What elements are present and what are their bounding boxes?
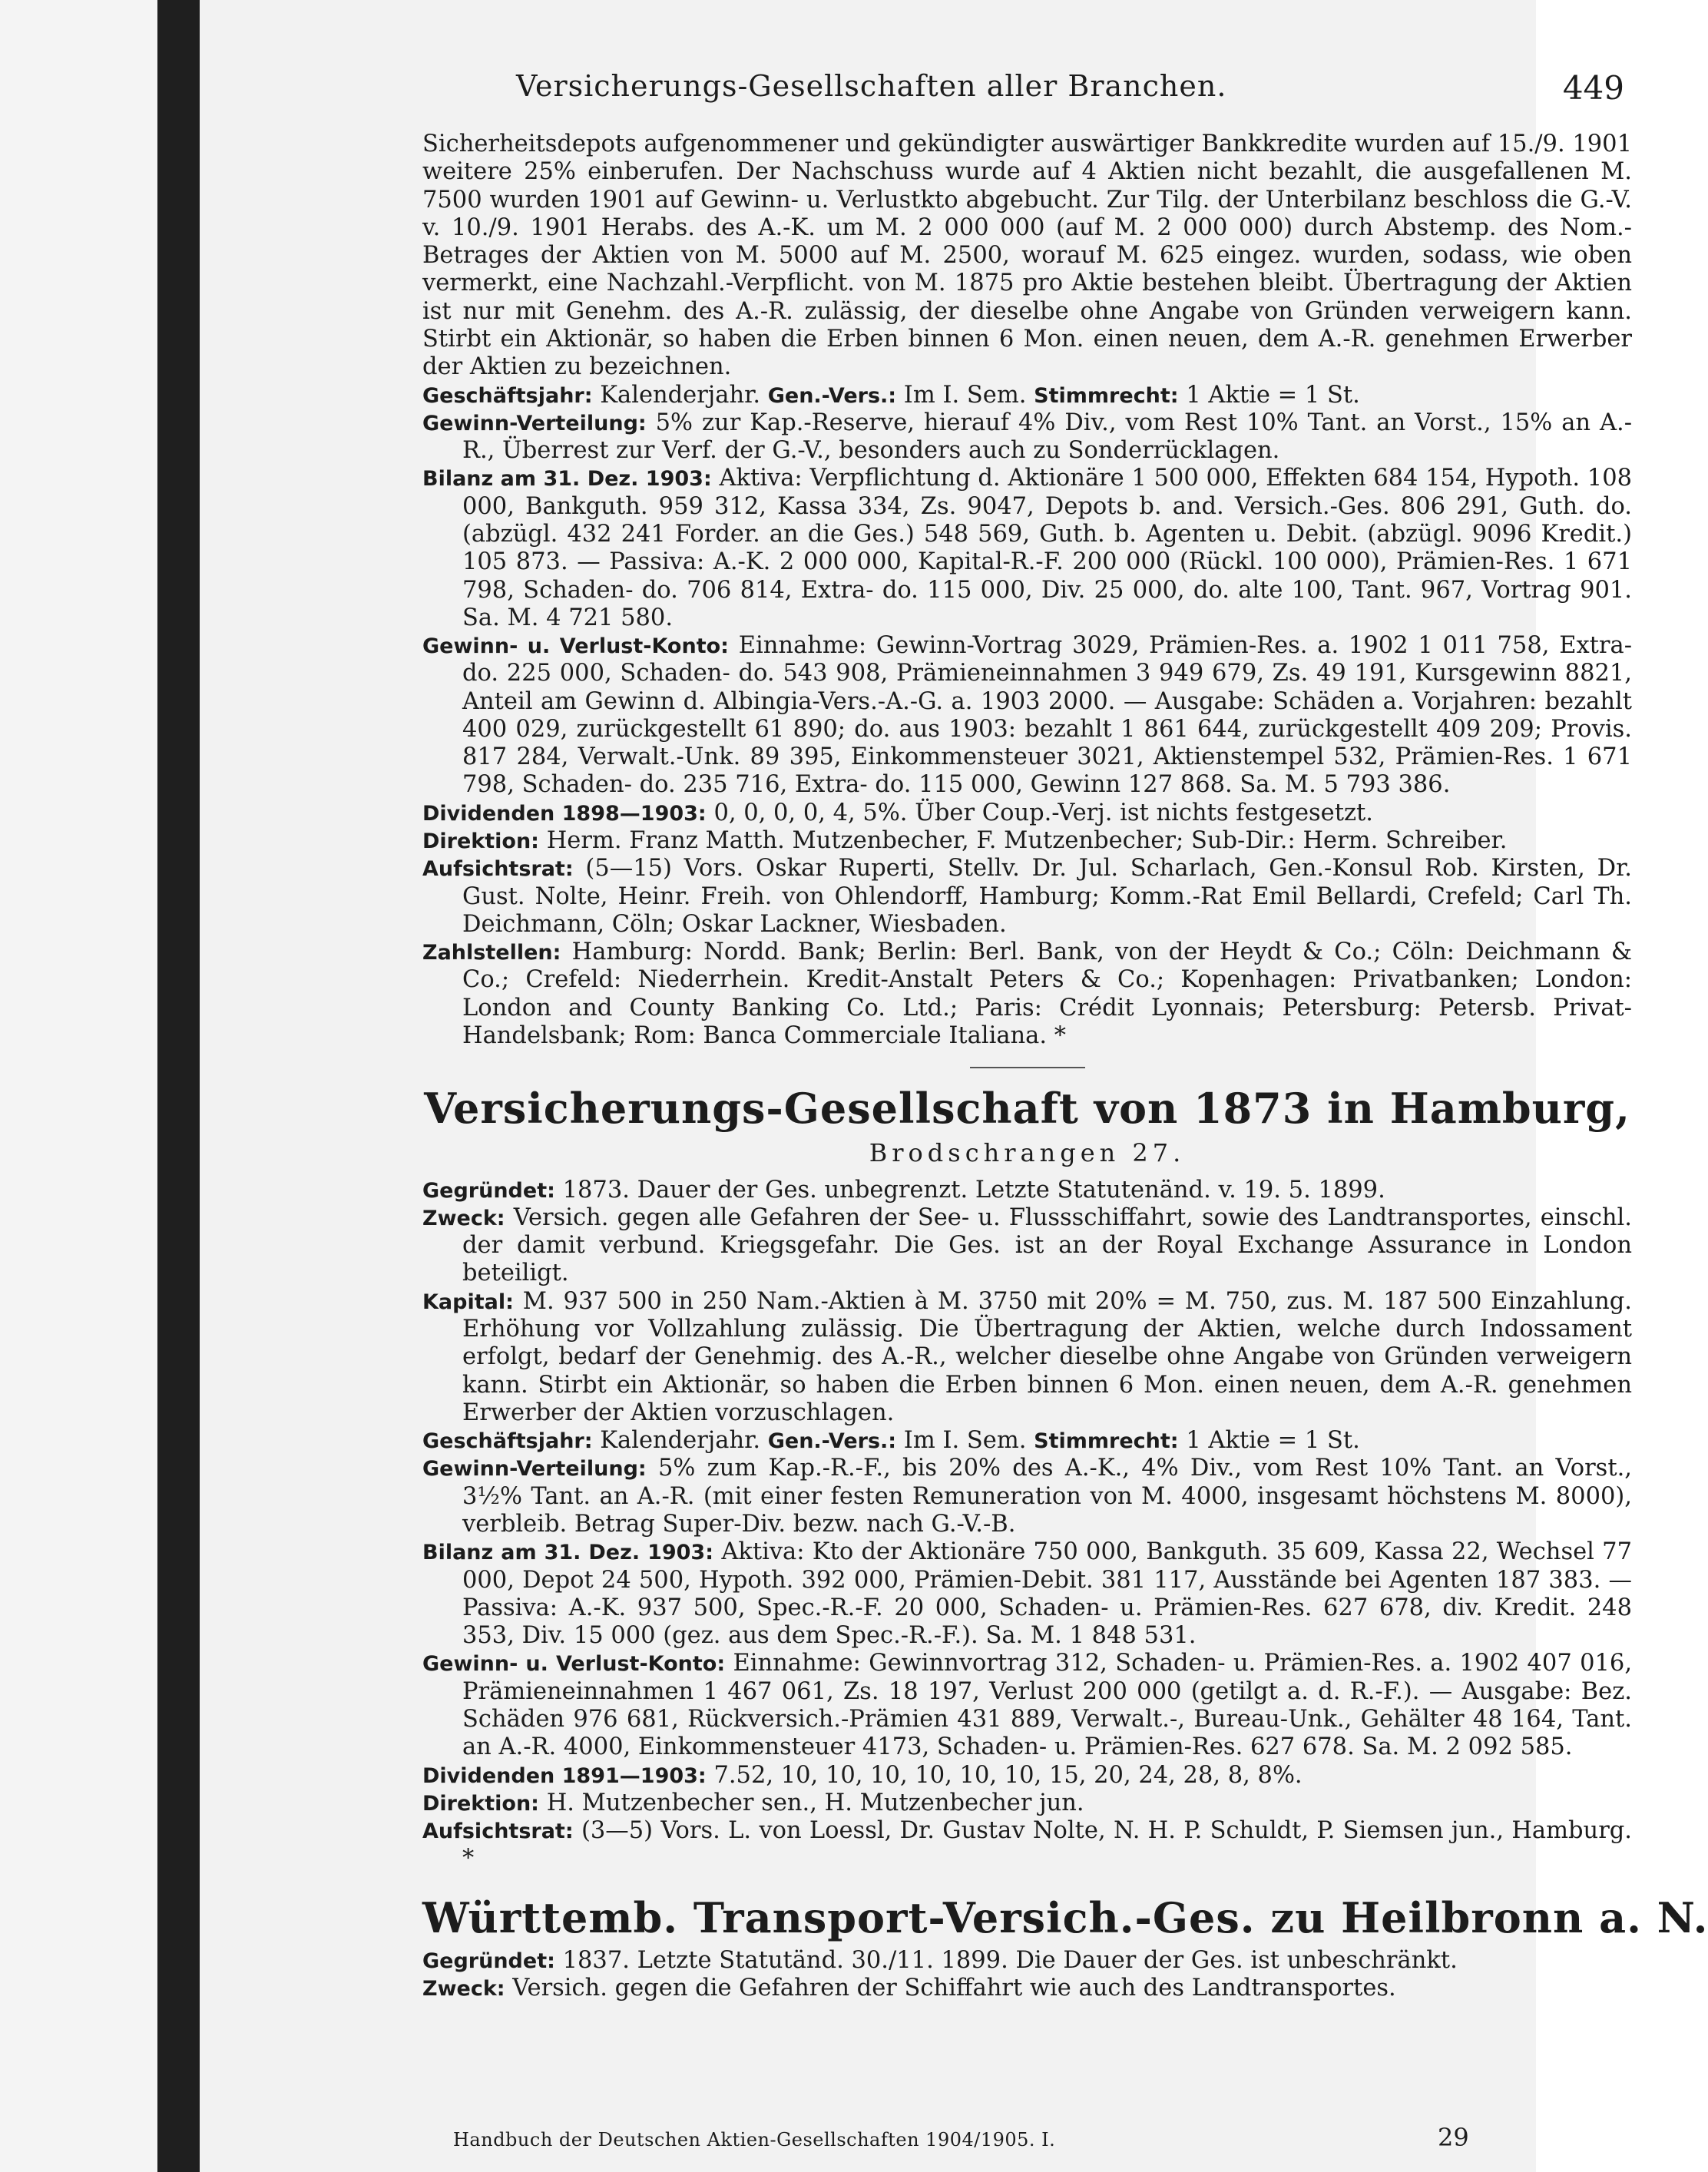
entry-value: 5% zum Kap.-R.-F., bis 20% des A.-K., 4% Div., vom Rest 10% Tant. an Vorst., 3½% Tant. an A.-R. (mit einer festen Remuneration von M. 4000, insgesamt höchstens M. 8000), verbleib. Betrag Super-Div. bezw. nach G.-V.-B.	[462, 1455, 1632, 1538]
entry-gegruendet	[422, 1177, 1632, 1204]
company-title: Versicherungs-Gesellschaft von 1873 in Hamburg,	[424, 1084, 1630, 1134]
entry-label: Zahlstellen:	[422, 941, 561, 965]
entry-label: Direktion:	[422, 1791, 539, 1816]
entry-label: Bilanz am 31. Dez. 1903:	[422, 1541, 714, 1565]
entry-dividenden	[422, 800, 1632, 827]
company-title: Württemb. Transport-Versich.-Ges. zu Heilbronn a. N.	[422, 1892, 1708, 1942]
entry-label: Dividenden 1898—1903:	[422, 801, 707, 826]
entry-label: Geschäftsjahr:	[422, 383, 593, 408]
entry-zahlstellen	[422, 939, 1632, 1050]
entry-zweck	[422, 1204, 1632, 1288]
entry-value: Versich. gegen alle Gefahren der See- u. Flussschiffahrt, sowie des Landtransportes, einschl. der damit verbund. Kriegsgefahr. Die Ges. ist an der Royal Exchange Assurance in London beteiligt.	[462, 1204, 1633, 1287]
entry-label: Kapital:	[422, 1290, 514, 1314]
entry-zweck	[422, 1975, 1632, 2002]
entry-gewinn-verlust	[422, 1650, 1632, 1761]
signature-mark: 29	[1438, 2123, 1469, 2152]
entry-value: 0, 0, 0, 0, 4, 5%. Über Coup.-Verj. ist nichts festgesetzt.	[713, 799, 1373, 826]
entry-label: Aufsichtsrat:	[422, 857, 574, 882]
entry-label: Gegründet:	[422, 1178, 555, 1203]
company-address: Brodschrangen 27.	[869, 1137, 1186, 1167]
entry-gegruendet	[422, 1947, 1632, 1975]
continuation-paragraph: Sicherheitsdepots aufgenommener und gekündigter auswärtiger Bankkredite wurden auf 15./9. 1901 weitere 25% einberufen. Der Nachschuss wurde auf 4 Aktien nicht bezahlt, die ausgefallenen M. 7500 wurden 1901 auf Gewinn- u. Verlustkto abgebucht. Zur Tilg. der Unterbilanz beschloss die G.-V. v. 10./9. 1901 Herabs. des A.-K. um M. 2 000 000 (auf M. 2 000 000) durch Abstemp. des Nom.-Betrages der Aktien von M. 5000 auf M. 2500, worauf M. 625 eingez. wurden, sodass, wie oben vermerkt, eine Nachzahl.-Verpflicht. von M. 1875 pro Aktie bestehen bleibt. Übertragung der Aktien ist nur mit Genehm. des A.-R. zulässig, der dieselbe ohne Angabe von Gründen verweigern kann. Stirbt ein Aktionär, so haben die Erben binnen 6 Mon. einen neuen, dem A.-R. genehmen Erwerber der Aktien zu bezeichnen.	[422, 131, 1632, 381]
page-content	[422, 131, 1708, 2002]
facing-page-margin	[0, 0, 157, 2172]
entry-label: Geschäftsjahr:	[422, 1429, 593, 1454]
entry-bilanz	[422, 1538, 1632, 1650]
entry-label: Gewinn- u. Verlust-Konto:	[422, 634, 729, 659]
entry-dividenden	[422, 1762, 1632, 1790]
entry-label: Gen.-Vers.:	[767, 1429, 897, 1454]
entry-geschaeftsjahr	[422, 382, 1632, 409]
entry-value: Einnahme: Gewinn-Vortrag 3029, Prämien-Res. a. 1902 1 011 758, Extra- do. 225 000, Schaden- do. 543 908, Prämieneinnahmen 3 949 679, Zs. 49 191, Kursgewinn 8821, Anteil am Gewinn d. Albingia-Vers.-A.-G. a. 1903 2000. — Ausgabe: Schäden a. Vorjahren: bezahlt 400 029, zurückgestellt 61 890; do. aus 1903: bezahlt 1 861 644, zurückgestellt 409 209; Provis. 817 284, Verwalt.-Unk. 89 395, Einkommensteuer 3021, Aktienstempel 532, Prämien-Res. 1 671 798, Schaden- do. 235 716, Extra- do. 115 000, Gewinn 127 868. Sa. M. 5 793 386.	[462, 632, 1633, 799]
entry-kapital	[422, 1288, 1632, 1427]
entry-geschaeftsjahr	[422, 1427, 1632, 1455]
entry-aufsichtsrat	[422, 855, 1632, 939]
entry-label: Gen.-Vers.:	[767, 383, 897, 408]
entry-label: Direktion:	[422, 829, 539, 854]
scanned-page	[200, 0, 1708, 2172]
running-head: Versicherungs-Gesellschaften aller Branchen.	[516, 69, 1227, 103]
entry-gewinn-verteilung	[422, 409, 1632, 465]
entry-label: Bilanz am 31. Dez. 1903:	[422, 467, 712, 492]
entry-value: Aktiva: Kto der Aktionäre 750 000, Bankguth. 35 609, Kassa 22, Wechsel 77 000, Depot 24 500, Hypoth. 392 000, Prämien-Debit. 381 117, Ausstände bei Agenten 187 383. — Passiva: A.-K. 937 500, Spec.-R.-F. 20 000, Schaden- u. Prämien-Res. 627 678, div. Kredit. 248 353, Div. 15 000 (gez. aus dem Spec.-R.-F.). Sa. M. 1 848 531.	[462, 1538, 1632, 1650]
entry-label: Stimmrecht:	[1034, 1429, 1179, 1454]
entry-value: Hamburg: Nordd. Bank; Berlin: Berl. Bank, von der Heydt & Co.; Cöln: Deichmann & Co.; Crefeld: Niederrhein. Kredit-Anstalt Peters & Co.; Kopenhagen: Privatbanken; London: London and County Banking Co. Ltd.; Paris: Crédit Lyonnais; Petersburg: Petersb. Privat-Handelsbank; Rom: Banca Commerciale Italiana. *	[462, 939, 1632, 1049]
entry-value: (3—5) Vors. L. von Loessl, Dr. Gustav Nolte, N. H. P. Schuldt, P. Siemsen jun., Hamburg. *	[462, 1817, 1633, 1872]
entry-value: Kalenderjahr.	[600, 381, 761, 409]
entry-gewinn-verteilung	[422, 1455, 1632, 1538]
entry-label: Stimmrecht:	[1034, 383, 1179, 408]
entry-direktion	[422, 827, 1632, 855]
entry-value: 1 Aktie = 1 St.	[1186, 381, 1360, 409]
entry-value: Herm. Franz Matth. Mutzenbecher, F. Mutzenbecher; Sub-Dir.: Herm. Schreiber.	[546, 827, 1508, 855]
page-footer	[453, 2123, 1469, 2154]
entry-value: Einnahme: Gewinnvortrag 312, Schaden- u. Prämien-Res. a. 1902 407 016, Prämieneinnahmen 1 467 061, Zs. 18 197, Verlust 200 000 (getilgt a. d. R.-F.). — Ausgabe: Bez. Schäden 976 681, Rückversich.-Prämien 431 889, Verwalt.-, Bureau-Unk., Gehälter 48 164, Tant. an A.-R. 4000, Einkommensteuer 4173, Schaden- u. Prämien-Res. 627 678. Sa. M. 2 092 585.	[462, 1650, 1633, 1761]
entry-value: Versich. gegen die Gefahren der Schiffahrt wie auch des Landtransportes.	[512, 1975, 1396, 2002]
entry-value: Kalenderjahr.	[600, 1427, 761, 1455]
entry-value: 5% zur Kap.-Reserve, hierauf 4% Div., vom Rest 10% Tant. an Vorst., 15% an A.-R., Überrest zur Verf. der G.-V., besonders auch zu Sonderrücklagen.	[462, 409, 1632, 465]
entry-value: Im I. Sem.	[903, 1427, 1027, 1455]
entry-label: Gewinn-Verteilung:	[422, 411, 647, 435]
book-title: Handbuch der Deutschen Aktien-Gesellschaften 1904/1905. I.	[453, 2129, 1056, 2150]
entry-bilanz	[422, 465, 1632, 632]
book-spine	[157, 0, 200, 2172]
entry-label: Gegründet:	[422, 1949, 555, 1973]
entry-value: Aktiva: Verpflichtung d. Aktionäre 1 500 000, Effekten 684 154, Hypoth. 108 000, Bankguth. 959 312, Kassa 334, Zs. 9047, Depots b. and. Versich.-Ges. 806 291, Guth. do. (abzügl. 432 241 Forder. an die Ges.) 548 569, Guth. b. Agenten u. Debit. (abzügl. 9096 Kredit.) 105 873. — Passiva: A.-K. 2 000 000, Kapital-R.-F. 200 000 (Rückl. 100 000), Prämien-Res. 1 671 798, Schaden- do. 706 814, Extra- do. 115 000, Div. 25 000, do. alte 100, Tant. 967, Vortrag 901. Sa. M. 4 721 580.	[462, 465, 1632, 631]
entry-value: 1837. Letzte Statutänd. 30./11. 1899. Die Dauer der Ges. ist unbeschränkt.	[562, 1946, 1458, 1974]
entry-value: 7.52, 10, 10, 10, 10, 10, 10, 15, 20, 24, 28, 8, 8%.	[713, 1761, 1303, 1789]
page-number: 449	[1562, 69, 1624, 107]
entry-label: Dividenden 1891—1903:	[422, 1763, 707, 1788]
entry-value: (5—15) Vors. Oskar Ruperti, Stellv. Dr. Jul. Scharlach, Gen.-Konsul Rob. Kirsten, Dr. Gust. Nolte, Heinr. Freih. von Ohlendorff, Hamburg; Komm.-Rat Emil Bellardi, Crefeld; Carl Th. Deichmann, Cöln; Oskar Lackner, Wiesbaden.	[462, 855, 1632, 938]
entry-label: Zweck:	[422, 1206, 505, 1230]
entry-value: H. Mutzenbecher sen., H. Mutzenbecher jun.	[546, 1789, 1084, 1816]
entry-value: M. 937 500 in 250 Nam.-Aktien à M. 3750 mit 20% = M. 750, zus. M. 187 500 Einzahlung. Erhöhung vor Vollzahlung zulässig. Die Übertragung der Aktien, welche durch Indossament erfolgt, bedarf der Genehmig. des A.-R., welcher dieselbe ohne Angabe von Gründen verweigern kann. Stirbt ein Aktionär, so haben die Erben binnen 6 Mon. einen neuen, dem A.-R. genehmen Erwerber der Aktien vorzuschlagen.	[462, 1287, 1633, 1426]
entry-value: 1 Aktie = 1 St.	[1186, 1427, 1360, 1455]
entry-label: Aufsichtsrat:	[422, 1819, 574, 1844]
entry-label: Gewinn-Verteilung:	[422, 1457, 647, 1482]
entry-aufsichtsrat	[422, 1817, 1632, 1873]
entry-label: Zweck:	[422, 1977, 505, 2001]
entry-label: Gewinn- u. Verlust-Konto:	[422, 1652, 726, 1677]
entry-gewinn-verlust	[422, 632, 1632, 800]
page-header	[516, 69, 1624, 115]
entry-value: Im I. Sem.	[903, 381, 1027, 409]
entry-direktion	[422, 1790, 1632, 1817]
entry-value: 1873. Dauer der Ges. unbegrenzt. Letzte Statutenänd. v. 19. 5. 1899.	[562, 1176, 1385, 1204]
section-divider	[970, 1067, 1085, 1068]
